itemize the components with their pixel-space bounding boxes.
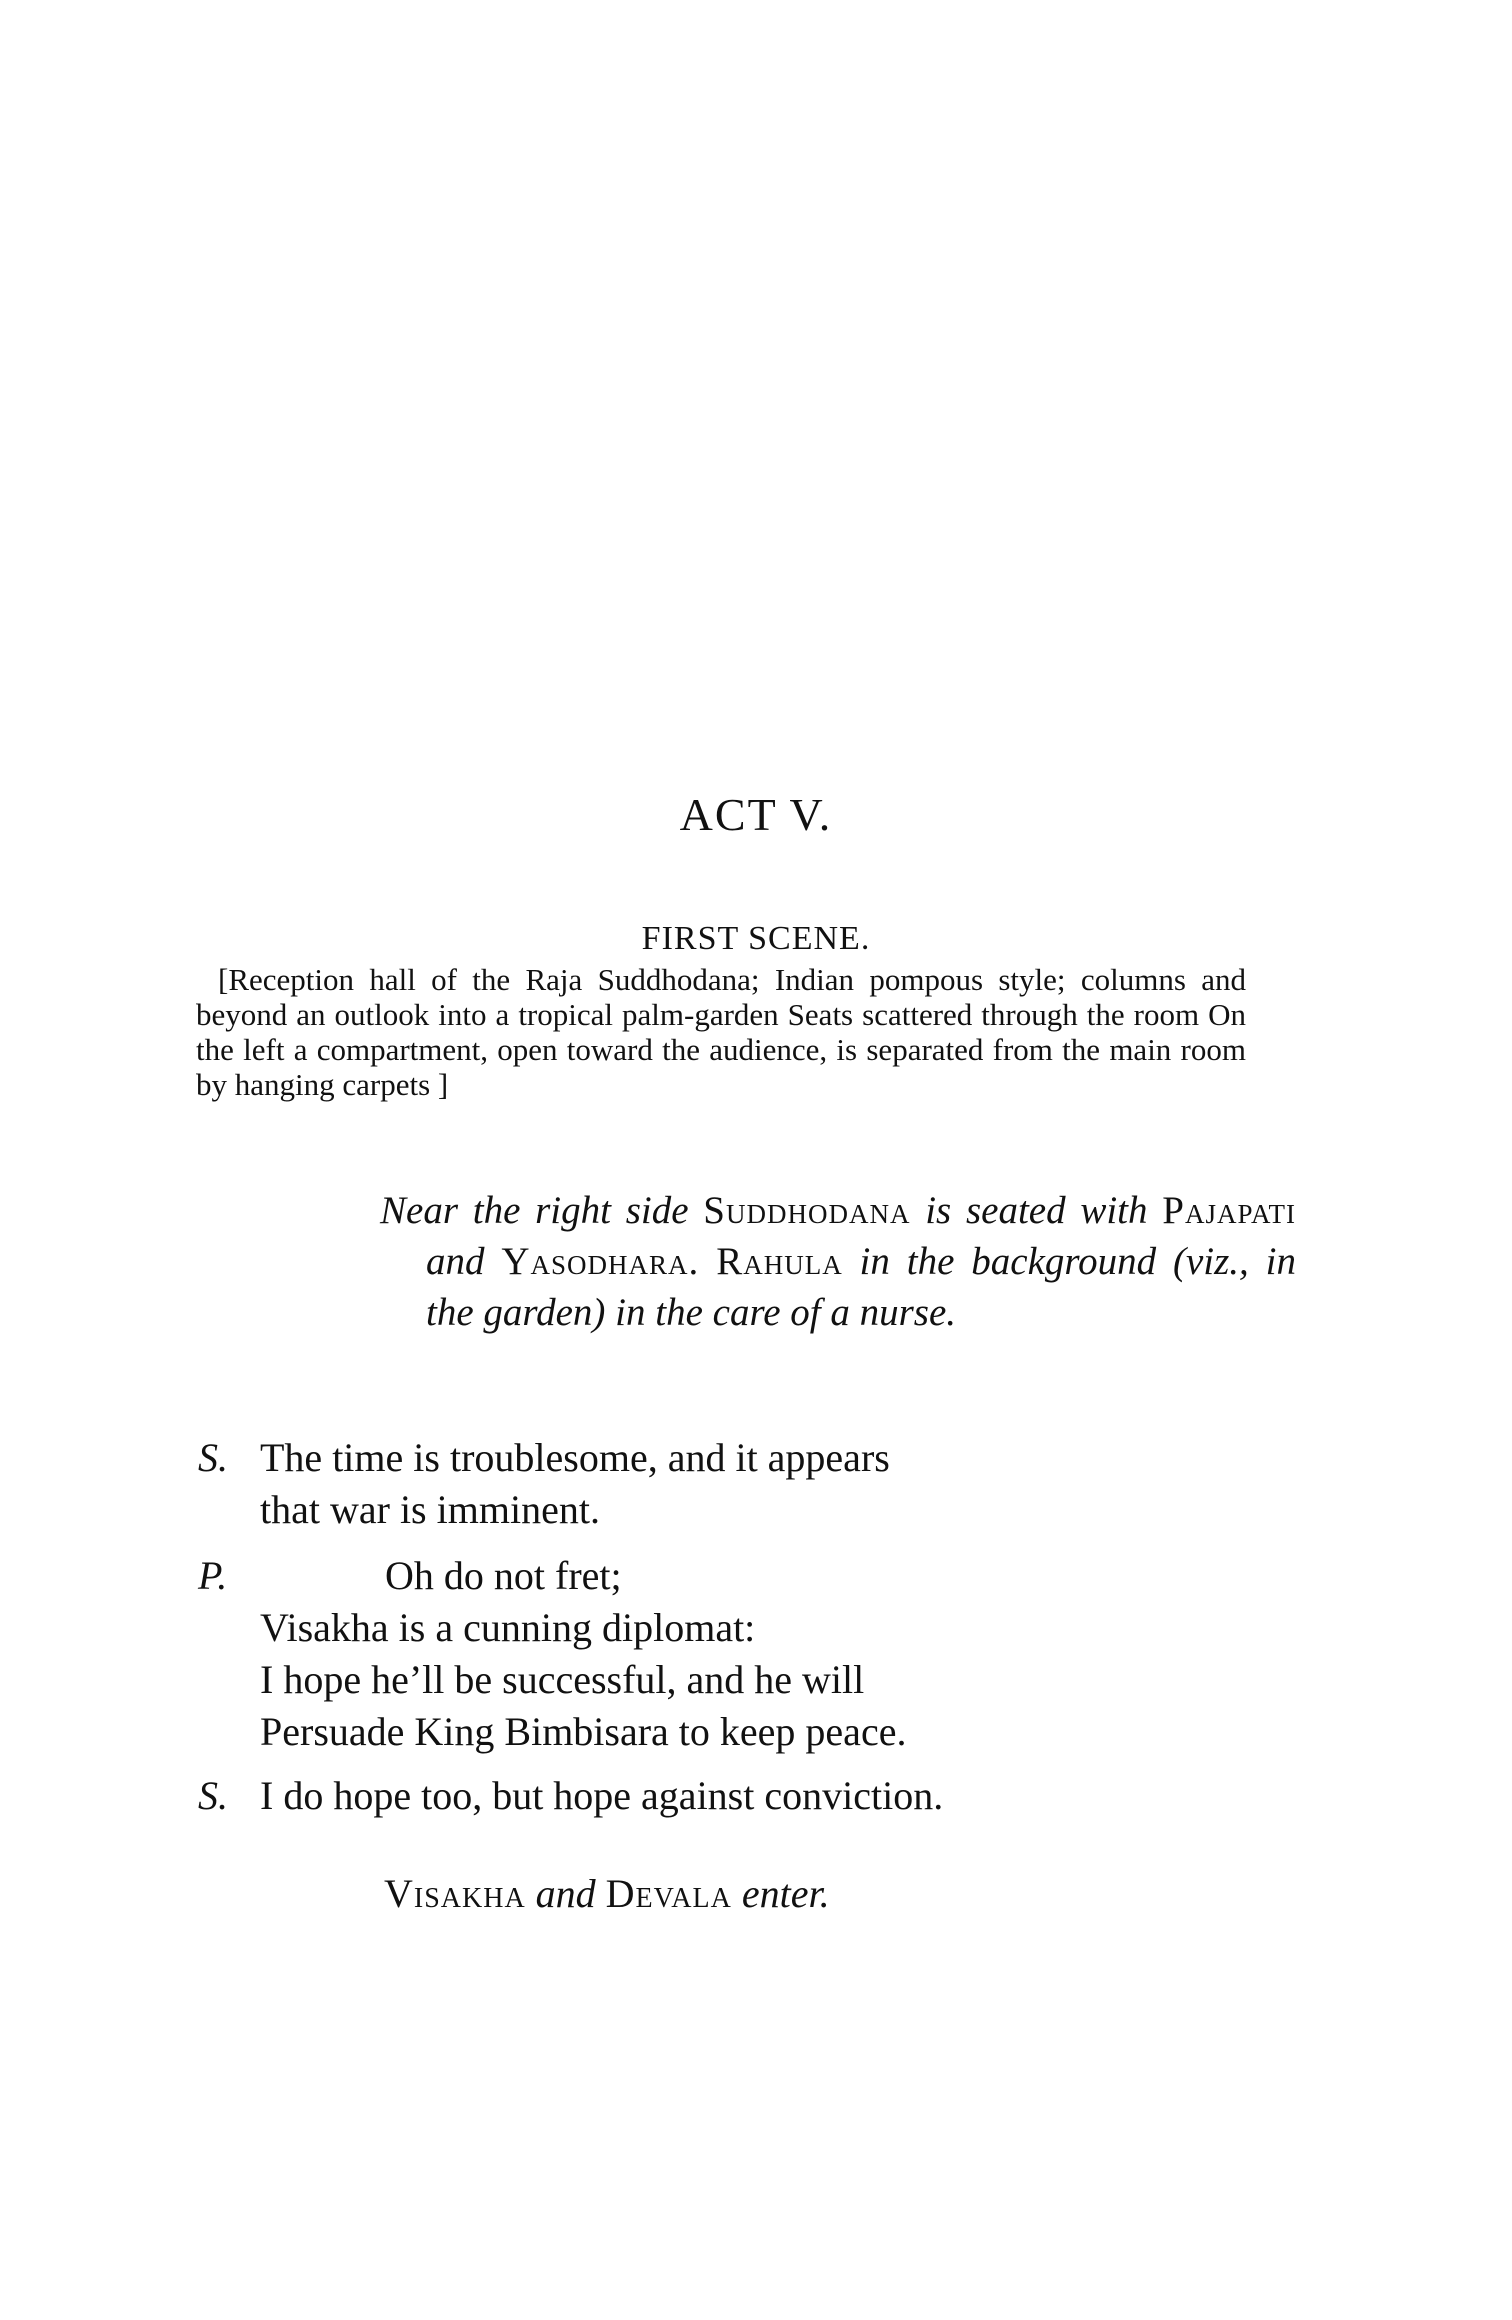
direction-text: in the background (viz., in the garden) in the care of a nurse. — [426, 1240, 1297, 1334]
speaker-label: S. — [198, 1773, 228, 1818]
dialogue-line: that war is imminent. — [260, 1487, 600, 1532]
dialogue-line: The time is troublesome, and it appears — [260, 1435, 890, 1480]
direction-text: is seated with — [910, 1189, 1163, 1232]
direction-text: enter. — [731, 1871, 830, 1916]
stage-direction — [380, 1185, 1296, 1338]
direction-text: and — [426, 1240, 502, 1283]
direction-text: Near the right side — [380, 1189, 704, 1232]
dialogue-line: I do hope too, but hope against conviction. — [260, 1773, 944, 1818]
dialogue-line: Oh do not fret; — [385, 1553, 622, 1598]
entrance-direction — [384, 1868, 830, 1920]
speaker-label: S. — [198, 1435, 228, 1480]
dialogue-line: Persuade King Bimbisara to keep peace. — [260, 1709, 907, 1754]
speaker-label: P. — [198, 1553, 228, 1598]
dialogue-speech — [198, 1550, 906, 1758]
character-name-visakha: Visakha — [384, 1871, 526, 1916]
character-name-pajapati: Pajapati — [1162, 1189, 1296, 1232]
dialogue-speech — [198, 1770, 943, 1822]
character-name-suddhodana: Suddhodana — [703, 1189, 911, 1232]
stage-setting-paragraph: [Reception hall of the Raja Suddhodana; Indian pompous style; columns and beyond an outlook into a tropical palm-garden Seats scattered through the room On the left a compartment, open toward the audience, is separated from the main room by hanging carpets ] — [196, 962, 1246, 1102]
direction-text: and — [525, 1871, 606, 1916]
act-heading: ACT V. — [679, 789, 833, 840]
character-name-rahula: Rahula — [716, 1240, 843, 1283]
character-name-yasodhara: Yasodhara. — [501, 1240, 700, 1283]
scene-heading: FIRST SCENE. — [641, 920, 871, 957]
dialogue-speech — [198, 1432, 890, 1536]
dialogue-line: Visakha is a cunning diplomat: — [260, 1605, 756, 1650]
character-name-devala: Devala — [605, 1871, 732, 1916]
direction-text — [699, 1240, 716, 1283]
dialogue-line: I hope he’ll be successful, and he will — [260, 1657, 865, 1702]
